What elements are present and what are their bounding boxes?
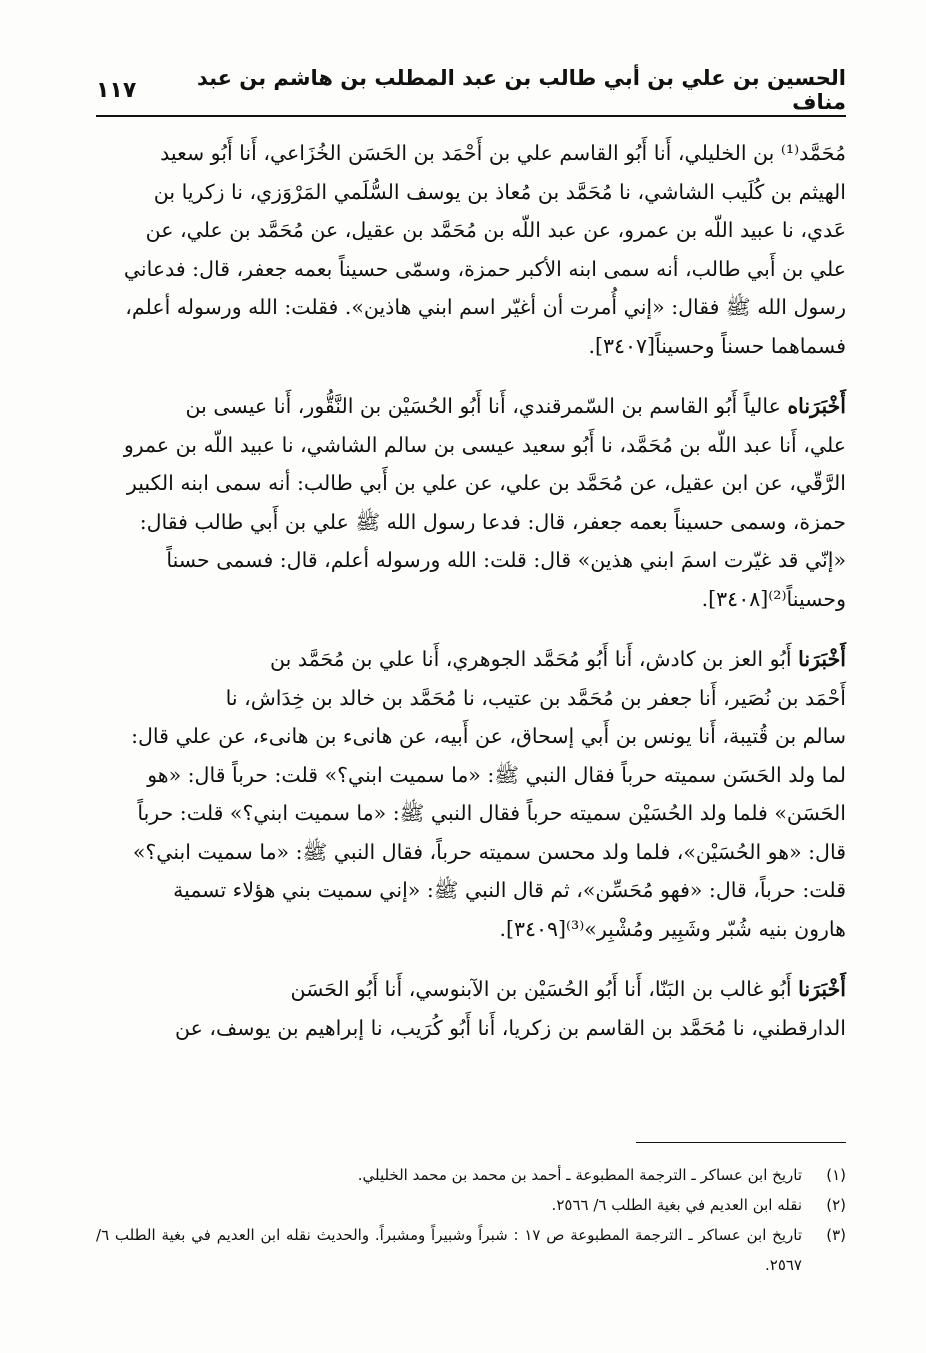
text-line	[96, 640, 846, 679]
text-line: الحَسَن» فلما ولد الحُسَيْن سميته حرباً فقال النبي ﷺ: «ما سميت ابني؟» قلت: حرباً	[137, 801, 846, 825]
footnote-rule	[636, 1142, 846, 1143]
footnote-text: نقله ابن العديم في بغية الطلب ٦/ ٢٥٦٦.	[551, 1196, 802, 1214]
text-line: «إنّي قد غيّرت اسمَ ابني هذين» قال: قلت: الله ورسوله أعلم، قال: فسمى حسناً	[166, 548, 846, 572]
paragraph-lead: أَخْبَرَنا	[798, 977, 846, 1001]
paragraph-2	[96, 387, 846, 618]
paragraph-3	[96, 640, 846, 948]
page-number: ١١٧	[96, 77, 137, 103]
text-line: رسول الله ﷺ فقال: «إني أُمرت أن أغيّر اسم ابني هاذين». فقلت: الله ورسوله أعلم،	[125, 295, 846, 319]
text-line: حمزة، وسمى حسيناً بعمه جعفر، قال: فدعا رسول الله ﷺ علي بن أَبي طالب فقال:	[139, 509, 846, 534]
footnote-number: (١)	[826, 1166, 846, 1184]
text-line: علي بن أَبي طالب، أنه سمى ابنه الأكبر حمزة، وسمّى حسيناً بعمه جعفر، قال: فدعاني	[123, 256, 846, 281]
text-line	[96, 387, 846, 426]
text-line: هارون بنيه شُبّر وشَبِير ومُشْبِر»⁽³⁾[٣٤٠٩].	[499, 916, 846, 941]
text-line: سالم بن قُتيبة، أَنا يونس بن أَبي إسحاق، عن أَبيه، عن هانىء بن هانىء، عن علي قال:	[131, 724, 846, 748]
text-line: الدارقطني، نا مُحَمَّد بن القاسم بن زكريا، أَنا أَبُو كُرَيب، نا إبراهيم بن يوسف، عن	[175, 1015, 846, 1040]
footnote	[96, 1220, 846, 1280]
text-line	[96, 970, 846, 1009]
footnote-text: تاريخ ابن عساكر ـ الترجمة المطبوعة ـ أحمد بن محمد بن محمد الخليلي.	[357, 1166, 802, 1184]
header-rule	[96, 115, 846, 117]
text-line-rest: أَبُو غالب بن البَنّا، أَنا أَبُو الحُسَيْن بن الآبنوسي، أَنا أَبُو الحَسَن	[290, 977, 792, 1001]
text-line: أَحْمَد بن نُصَير، أَنا جعفر بن مُحَمَّد بن عتيب، نا مُحَمَّد بن خالد بن خِدَاش، نا	[225, 685, 846, 710]
paragraph-lead: أَخْبَرَناه	[787, 394, 846, 418]
footnote	[96, 1160, 846, 1190]
paragraph-1	[96, 134, 846, 365]
footnote-number: (٣)	[826, 1226, 846, 1244]
text-line: علي، أَنا عبد اللّه بن مُحَمَّد، نا أَبُو سعيد عيسى بن سالم الشاشي، نا عبيد اللّه بن عمرو	[123, 432, 846, 457]
text-line: الرَّقّي، عن ابن عقيل، عن مُحَمَّد بن علي، عن علي بن أَبي طالب: أنه سمى ابنه الكبير	[126, 471, 846, 495]
text-line: مُحَمَّد⁽¹⁾ بن الخليلي، أَنا أَبُو القاسم علي بن أَحْمَد بن الحَسَن الخُزَاعي، أَنا أَبُو سعيد	[160, 141, 846, 165]
footnote-text: تاريخ ابن عساكر ـ الترجمة المطبوعة ص ١٧ : شبراً وشبيراً ومشبراً. والحديث نقله ابن العديم في بغية الطلب ٦/ ٢٥٦٧.	[96, 1226, 802, 1274]
text-line-rest: أَبُو العز بن كادش، أَنا أَبُو مُحَمَّد الجوهري، أَنا علي بن مُحَمَّد بن	[270, 647, 792, 671]
running-head	[96, 66, 846, 114]
text-line: عَدي، نا عبيد اللّه بن عمرو، عن عبد اللّه بن مُحَمَّد بن عقيل، عن مُحَمَّد بن علي، عن	[145, 218, 846, 242]
paragraph-lead: أَخْبَرَنا	[798, 647, 846, 671]
text-line: قال: «هو الحُسَيْن»، فلما ولد محسن سميته حرباً، فقال النبي ﷺ: «ما سميت ابني؟»	[132, 839, 846, 864]
text-line: لما ولد الحَسَن سميته حرباً فقال النبي ﷺ: «ما سميت ابني؟» قلت: حرباً قال: «هو	[147, 762, 846, 787]
footnote	[96, 1190, 846, 1220]
text-line: الهيثم بن كُلَيب الشاشي، نا مُحَمَّد بن مُعاذ بن يوسف السُّلَمي المَرْوَزي، نا زكريا بن	[153, 179, 846, 204]
text-line: فسماهما حسناً وحسيناً[٣٤٠٧].	[588, 333, 846, 358]
footnotes	[96, 1160, 846, 1280]
text-line: قلت: حرباً، قال: «فهو مُحَسِّن»، ثم قال النبي ﷺ: «إني سميت بني هؤلاء تسمية	[173, 878, 846, 902]
text-line-rest: عالياً أَبُو القاسم بن السّمرقندي، أَنا أَبُو الحُسَيْن بن النَّقُّور، أَنا عيسى بن	[185, 394, 781, 418]
text-line: وحسيناً⁽²⁾[٣٤٠٨].	[701, 586, 846, 611]
paragraph-4	[96, 970, 846, 1047]
footnote-number: (٢)	[826, 1196, 846, 1214]
main-text	[96, 134, 846, 1047]
running-title: الحسين بن علي بن أبي طالب بن عبد المطلب بن هاشم بن عبد مناف	[196, 66, 846, 114]
